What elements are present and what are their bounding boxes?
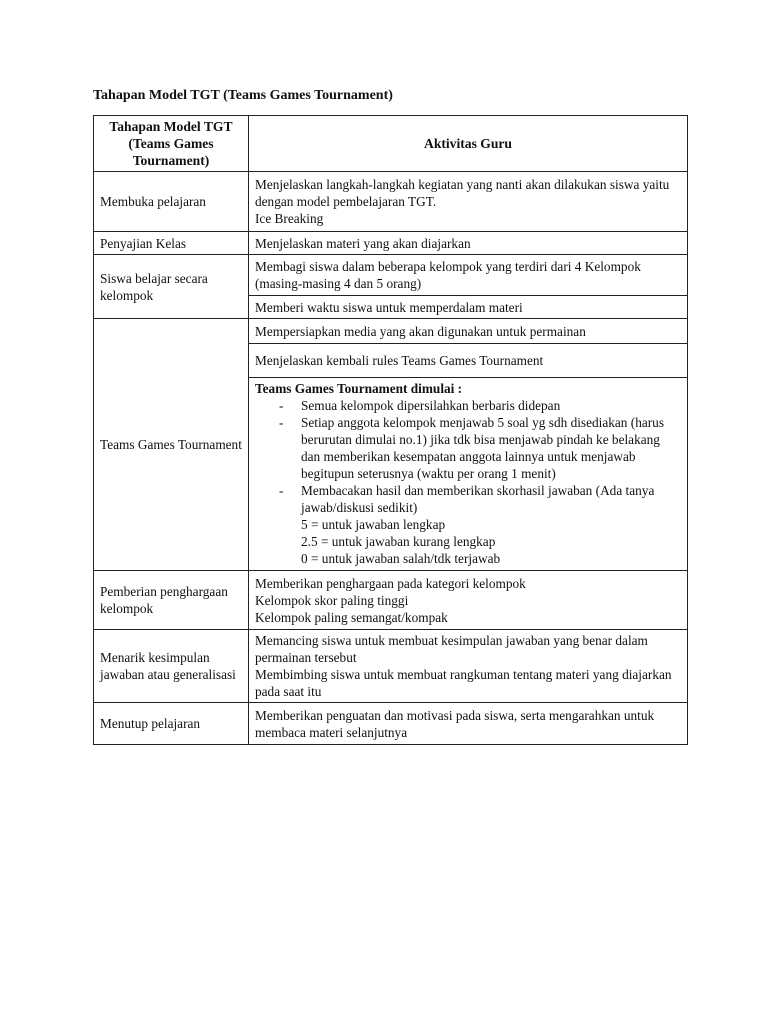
score-item: 2.5 = untuk jawaban kurang lengkap [301, 534, 496, 549]
list-item [279, 414, 681, 482]
activity-cell [249, 172, 688, 232]
activity-text: Mempersiapkan media yang akan digunakan untuk permainan [255, 323, 586, 339]
list-item [279, 397, 681, 414]
header-stage: Tahapan Model TGT (Teams Games Tournament) [94, 116, 249, 172]
stage-cell: Penyajian Kelas [94, 232, 249, 255]
table-row [94, 630, 688, 703]
activity-cell [249, 255, 688, 296]
activity-cell [249, 319, 688, 344]
list-item-text: Semua kelompok dipersilahkan berbaris didepan [301, 398, 561, 413]
tournament-heading: Teams Games Tournament dimulai : [255, 381, 463, 396]
table-header-row [94, 116, 688, 172]
stage-cell: Menarik kesimpulan jawaban atau generalisasi [94, 630, 249, 703]
activity-text: Membimbing siswa untuk membuat rangkuman tentang materi yang diajarkan pada saat itu [255, 667, 672, 699]
stage-cell: Membuka pelajaran [94, 172, 249, 232]
list-item-text: Setiap anggota kelompok menjawab 5 soal yg sdh disediakan (harus berurutan dimulai no.1) jika tdk bisa menjawab pindah ke belakang dan memberikan kesempatan anggota lainnya untuk menjawab begitupun seterusnya (waktu per orang 1 menit) [301, 415, 664, 481]
activity-text: Memberi waktu siswa untuk memperdalam materi [255, 299, 523, 315]
stage-cell: Teams Games Tournament [94, 319, 249, 571]
score-item: 0 = untuk jawaban salah/tdk terjawab [301, 551, 501, 566]
document-title: Tahapan Model TGT (Teams Games Tournament) [93, 88, 393, 103]
activity-cell [249, 378, 688, 571]
activity-cell [249, 296, 688, 319]
activity-text: Memancing siswa untuk membuat kesimpulan jawaban yang benar dalam permainan tersebut [255, 633, 648, 665]
tournament-steps-list [255, 397, 681, 567]
activity-text: Kelompok paling semangat/kompak [255, 609, 448, 625]
activity-cell [249, 232, 688, 255]
activity-cell [249, 344, 688, 378]
score-list [301, 516, 681, 567]
table-row [94, 571, 688, 630]
table-row [94, 172, 688, 232]
activity-text: Menjelaskan materi yang akan diajarkan [255, 235, 471, 251]
activity-text: Memberikan penghargaan pada kategori kelompok [255, 575, 526, 591]
table-row [94, 319, 688, 344]
activity-text: Memberikan penguatan dan motivasi pada siswa, serta mengarahkan untuk membaca materi selanjutnya [255, 707, 655, 740]
stage-cell: Siswa belajar secara kelompok [94, 255, 249, 319]
table-row [94, 232, 688, 255]
stage-cell: Menutup pelajaran [94, 703, 249, 745]
score-item: 5 = untuk jawaban lengkap [301, 517, 446, 532]
list-item-text: Membacakan hasil dan memberikan skorhasil jawaban (Ada tanya jawab/diskusi sedikit) [301, 483, 655, 515]
list-item [279, 482, 681, 567]
activity-text: Ice Breaking [255, 211, 324, 226]
header-activity: Aktivitas Guru [249, 116, 688, 172]
activity-cell [249, 571, 688, 630]
activity-cell [249, 703, 688, 745]
activity-text: Membagi siswa dalam beberapa kelompok yang terdiri dari 4 Kelompok (masing-masing 4 dan 5 orang) [255, 259, 641, 291]
stage-cell: Pemberian penghargaan kelompok [94, 571, 249, 630]
table-row [94, 255, 688, 296]
table-row [94, 703, 688, 745]
activity-text: Menjelaskan kembali rules Teams Games Tournament [255, 353, 544, 368]
activity-cell [249, 630, 688, 703]
tgt-stages-table [93, 115, 688, 745]
activity-text: Menjelaskan langkah-langkah kegiatan yang nanti akan dilakukan siswa yaitu dengan model pembelajaran TGT. [255, 177, 670, 209]
activity-text: Kelompok skor paling tinggi [255, 592, 409, 608]
